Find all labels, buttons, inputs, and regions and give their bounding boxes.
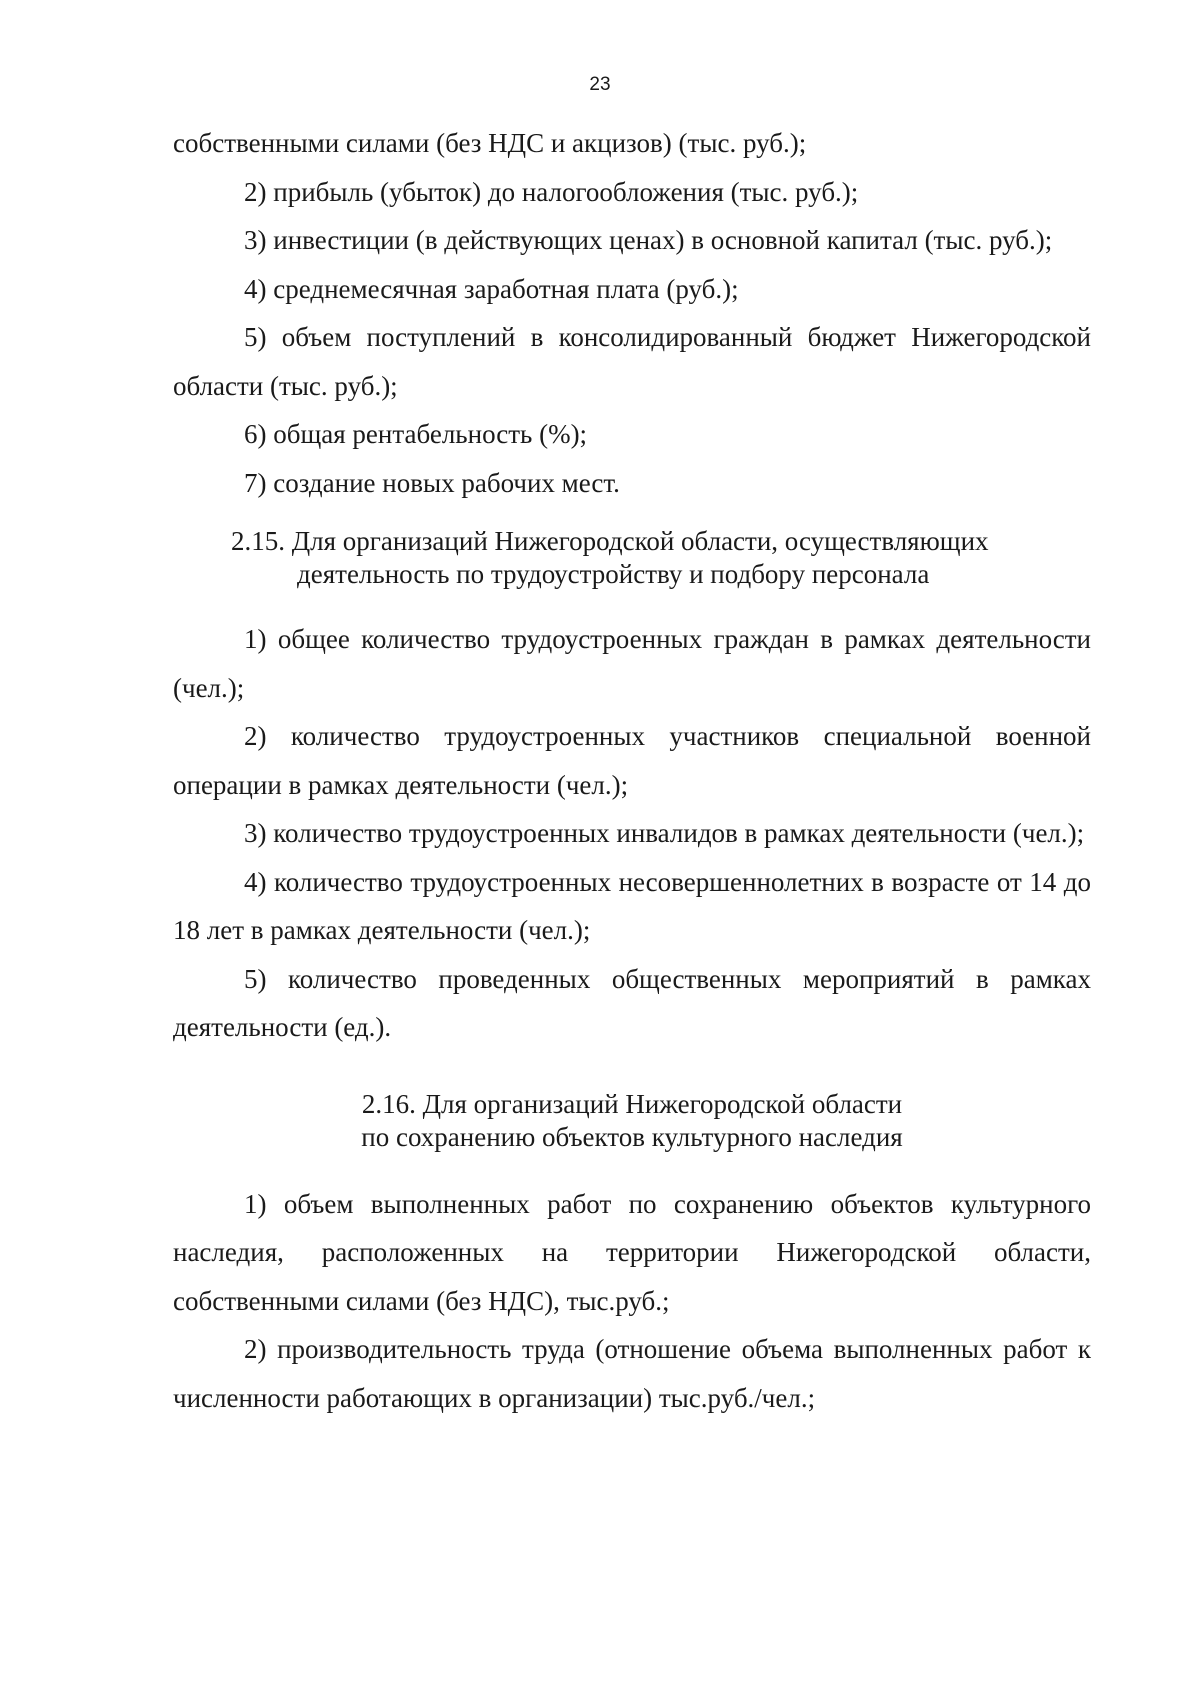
list-item: 1) объем выполненных работ по сохранению объектов культурного наследия, расположенных на территории Нижегородской области, собственными силами (без НДС), тыс.руб.; bbox=[173, 1188, 1091, 1316]
section-heading-2-16 bbox=[173, 1088, 1091, 1154]
list-item: 3) количество трудоустроенных инвалидов в рамках деятельности (чел.); bbox=[244, 818, 1085, 848]
list-item: 5) объем поступлений в консолидированный бюджет Нижегородской области (тыс. руб.); bbox=[173, 322, 1091, 401]
paragraph-continuation: собственными силами (без НДС и акцизов) (тыс. руб.); bbox=[173, 128, 807, 158]
list-item: 2) производительность труда (отношение объема выполненных работ к численности работающих в организации) тыс.руб./чел.; bbox=[173, 1334, 1091, 1413]
list-item: 1) общее количество трудоустроенных граждан в рамках деятельности (чел.); bbox=[173, 624, 1091, 703]
list-item: 4) количество трудоустроенных несовершеннолетних в возрасте от 14 до 18 лет в рамках деятельности (чел.); bbox=[173, 866, 1091, 945]
list-item: 2) количество трудоустроенных участников специальной военной операции в рамках деятельности (чел.); bbox=[173, 721, 1091, 800]
list-item: 7) создание новых рабочих мест. bbox=[244, 467, 620, 498]
page-number: 23 bbox=[589, 74, 611, 95]
section-heading-line: по сохранению объектов культурного наследия bbox=[361, 1121, 903, 1152]
document-body bbox=[173, 119, 1091, 1422]
section-heading-line: 2.16. Для организаций Нижегородской области bbox=[361, 1088, 903, 1119]
list-item: 4) среднемесячная заработная плата (руб.); bbox=[244, 273, 739, 304]
list-item: 2) прибыль (убыток) до налогообложения (тыс. руб.); bbox=[244, 176, 859, 207]
list-item: 6) общая рентабельность (%); bbox=[244, 419, 588, 449]
list-item: 5) количество проведенных общественных мероприятий в рамках деятельности (ед.). bbox=[173, 963, 1091, 1042]
section-heading-2-15 bbox=[173, 525, 1031, 591]
section-heading-line: 2.15. Для организаций Нижегородской области, осуществляющих bbox=[231, 526, 989, 556]
list-item: 3) инвестиции (в действующих ценах) в основной капитал (тыс. руб.); bbox=[244, 225, 1053, 255]
section-heading-line: деятельность по трудоустройству и подбору персонала bbox=[297, 559, 930, 589]
